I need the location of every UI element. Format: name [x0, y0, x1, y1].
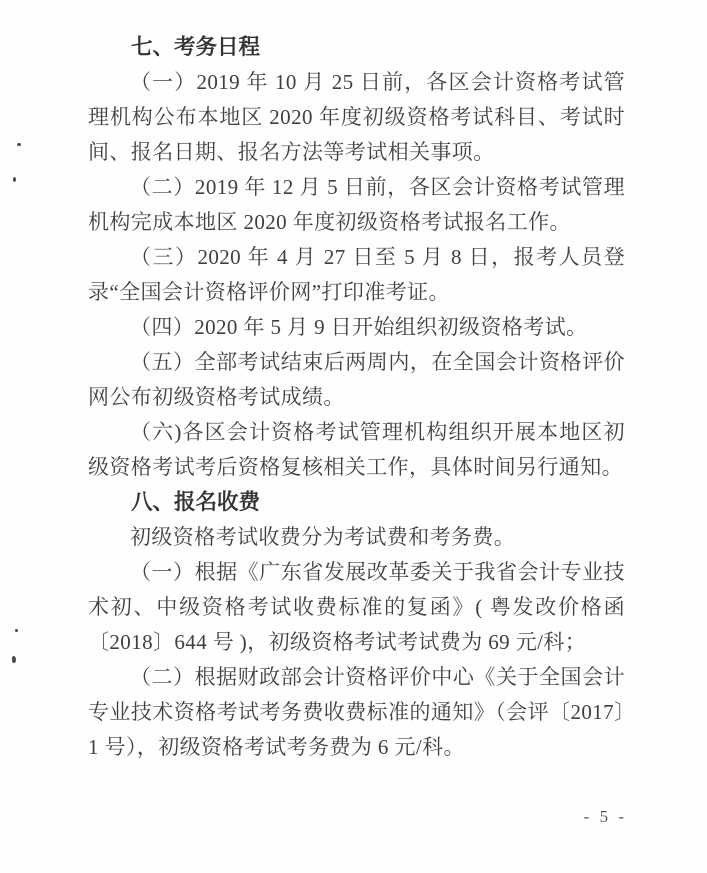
paragraph-schedule-1: （一）2019 年 10 月 25 日前，各区会计资格考试管理机构公布本地区 2020 年度初级资格考试科目、考试时间、报名日期、报名方法等考试相关事项。	[88, 70, 625, 164]
paragraph-fees-2: （二）根据财政部会计资格评价中心《关于全国会计专业技术资格考试考务费收费标准的通知》（会评〔2017〕1 号），初级资格考试考务费为 6 元/科。	[88, 665, 625, 759]
paragraph-schedule-4: （四）2020 年 5 月 9 日开始组织初级资格考试。	[130, 315, 588, 339]
scan-speck	[13, 177, 16, 182]
page-number: - 5 -	[583, 807, 627, 826]
section-heading-exam-schedule: 七、考务日程	[131, 35, 261, 59]
scan-speck	[12, 656, 16, 663]
paragraph-schedule-2: （二）2019 年 12 月 5 日前，各区会计资格考试管理机构完成本地区 2020 年度初级资格考试报名工作。	[88, 175, 625, 234]
paragraph-fees-1: （一）根据《广东省发展改革委关于我省会计专业技术初、中级资格考试收费标准的复函》( 粤发改价格函〔2018〕644 号 )，初级资格考试考试费为 69 元/科；	[88, 560, 625, 654]
paragraph-schedule-3: （三）2020 年 4 月 27 日至 5 月 8 日，报考人员登录“全国会计资格评价网”打印准考证。	[88, 245, 625, 304]
section-heading-registration-fees: 八、报名收费	[131, 490, 261, 514]
document-body	[88, 30, 625, 765]
paragraph-schedule-5: （五）全部考试结束后两周内，在全国会计资格评价网公布初级资格考试成绩。	[88, 350, 625, 409]
scan-speck	[15, 629, 18, 632]
paragraph-schedule-6: （六)各区会计资格考试管理机构组织开展本地区初级资格考试考后资格复核相关工作，具体时间另行通知。	[88, 420, 625, 479]
scan-speck	[17, 143, 21, 146]
paragraph-fees-intro: 初级资格考试收费分为考试费和考务费。	[130, 525, 516, 549]
